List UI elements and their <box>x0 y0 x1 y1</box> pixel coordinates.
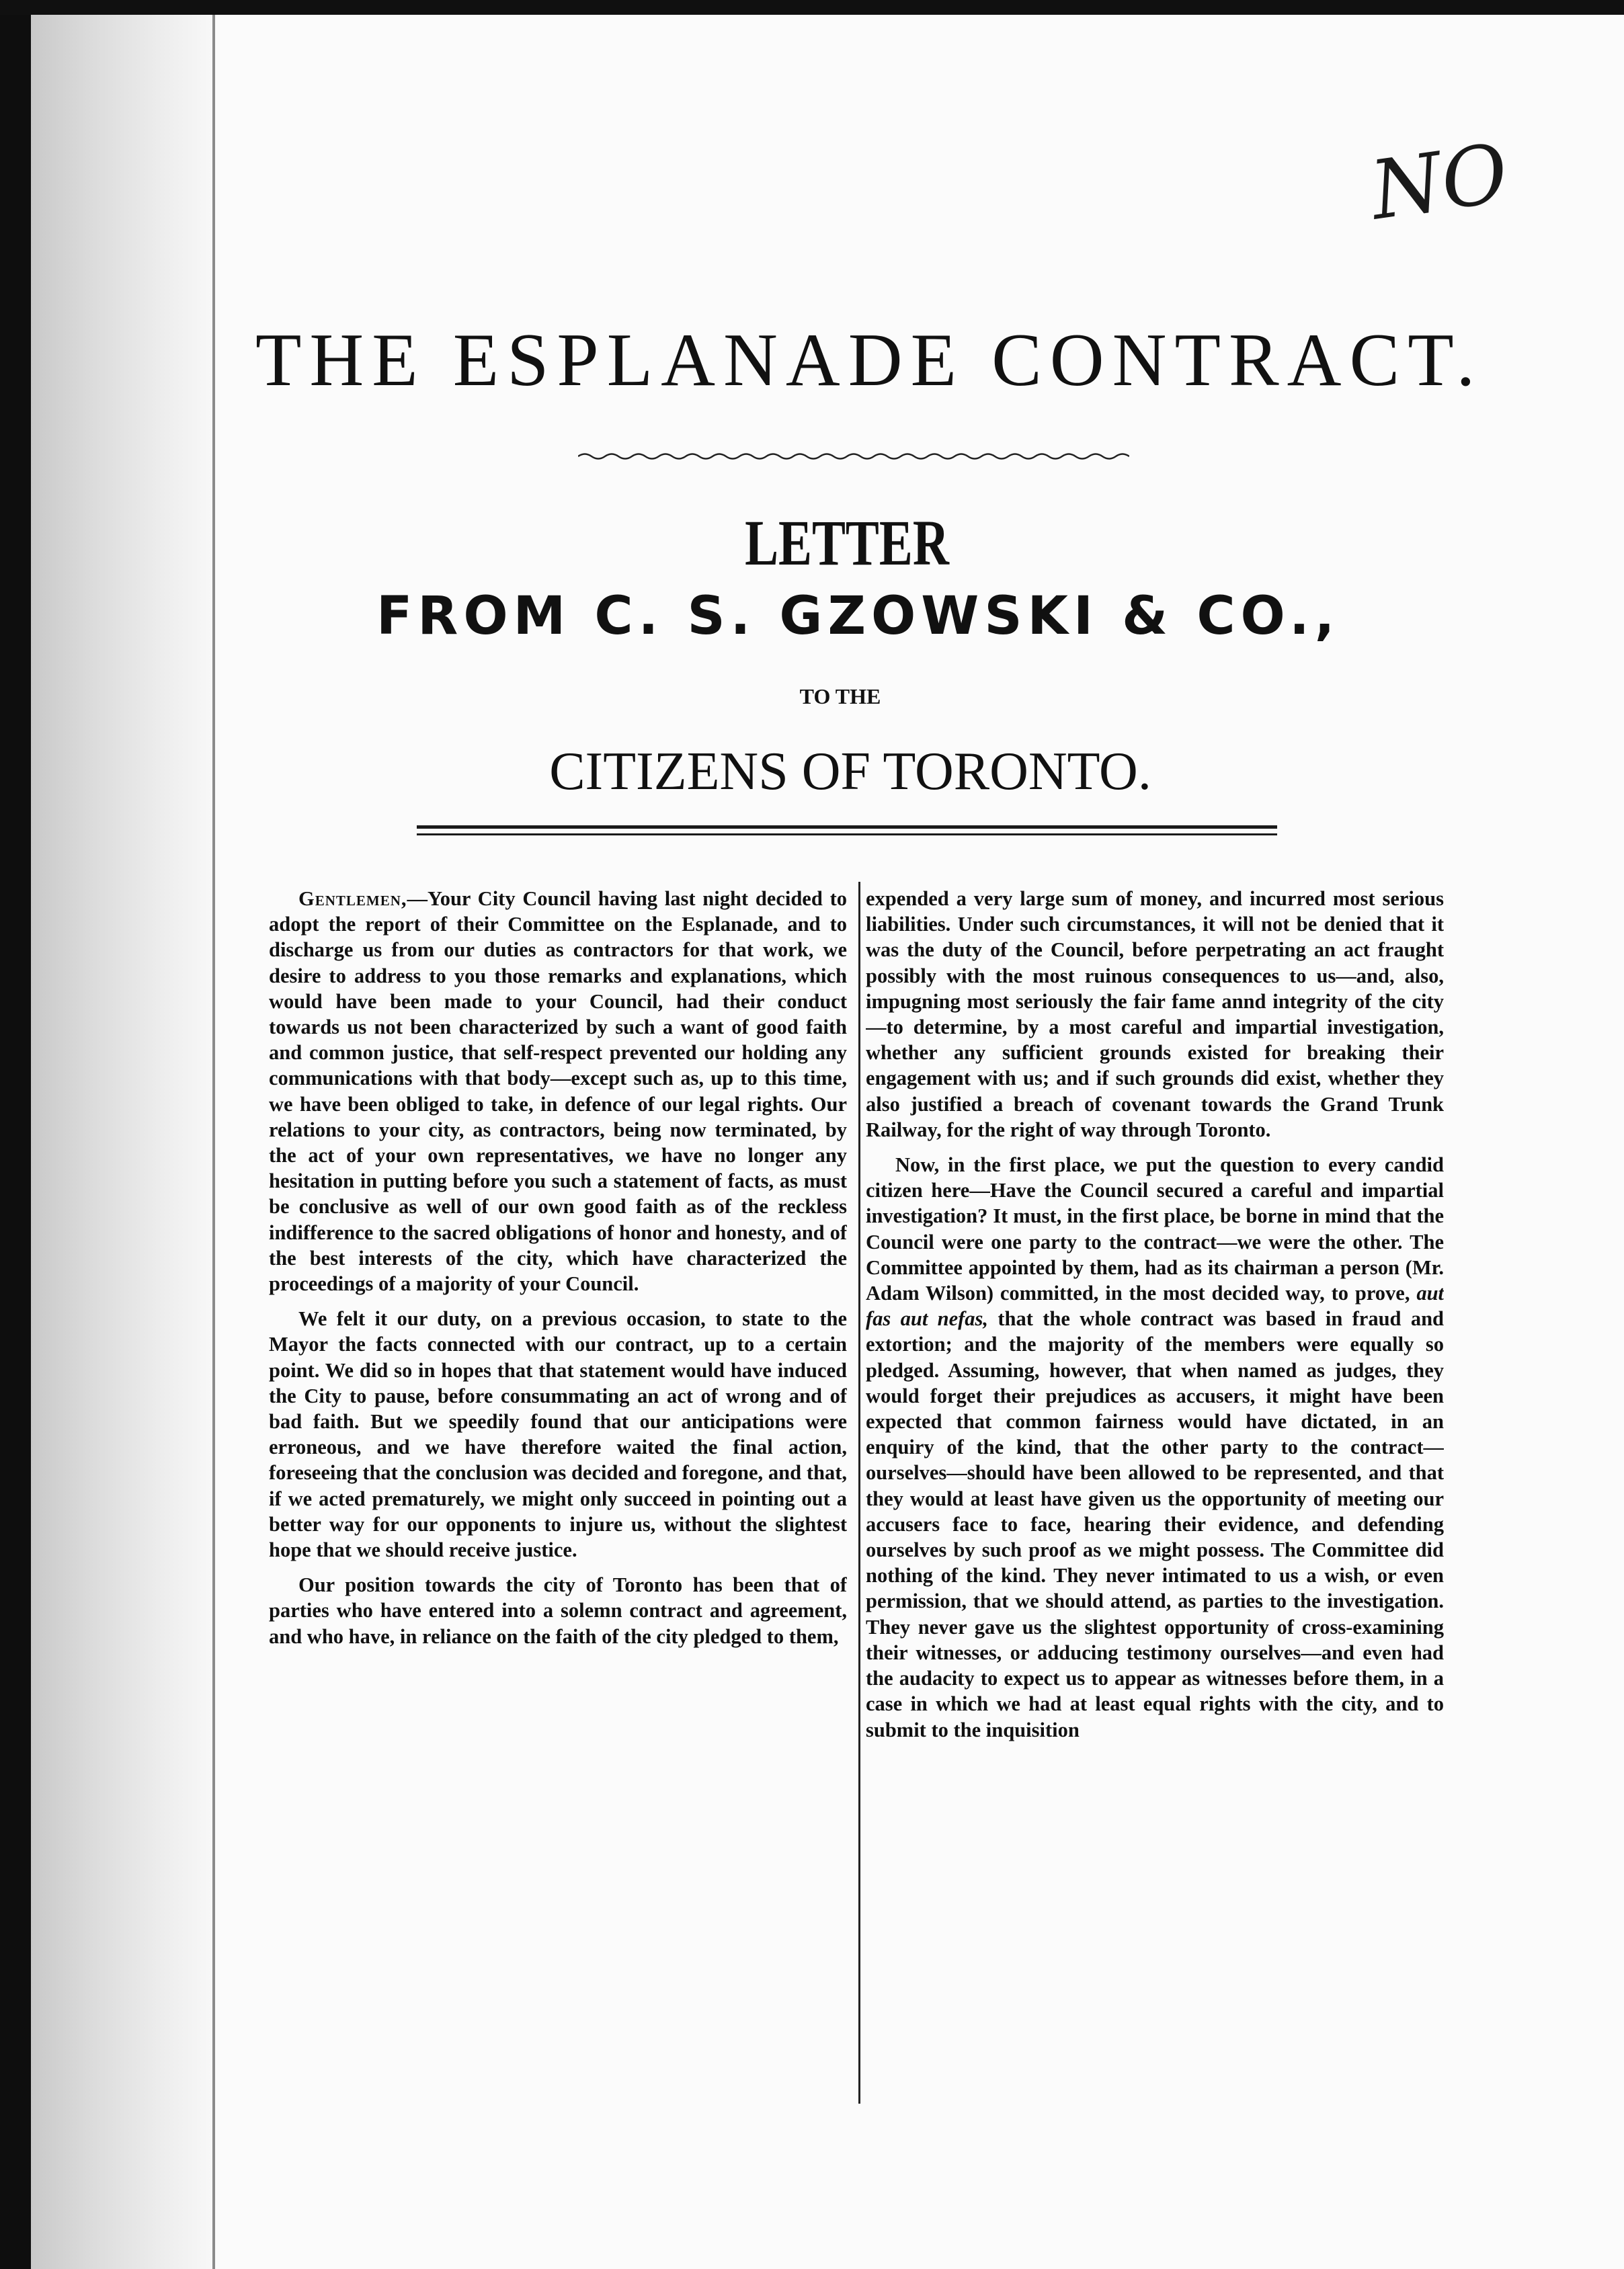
document-title: THE ESPLANADE CONTRACT. <box>255 319 1484 402</box>
salutation: Gentlemen, <box>298 887 407 910</box>
binding-margin <box>31 15 212 2269</box>
scan-frame-left <box>0 0 31 2269</box>
paragraph-text: —Your City Council having last night decided to adopt the report of their Committee on the Esplanade, and to discharge us from our duties as contractors for that work, we desire to address to you those remarks and explanations, which would have been made to your Council, had their conduct towards us not been characterized by such a want of good faith and common justice, that self-respect prevented our holding any communications with that body—except such as, up to this time, we have been obliged to take, in defence of our legal rights. Our relations to your city, as contractors, being now terminated, by the act of your own representatives, we have no longer any hesitation in putting before you such a statement of facts, as must be conclusive as well of our own good faith as of the reckless indifference to the sacred obligations of honor and honesty, and of the best interests of the city, which have characterized the proceedings of a majority of your Council. <box>269 887 847 1296</box>
paragraph <box>269 886 847 1296</box>
paragraph: expended a very large sum of money, and incurred most serious liabilities. Under such circumstances, it will not be denied that it was the duty of the Council, before perpetrating an act fraught possibly with the most ruinous consequences to us—and, also, impugning most seriously the fair fame annd integrity of the city—to determine, by a most careful and impartial investigation, whether any sufficient grounds existed for breaking their engagement with us; and if such grounds did exist, whether they also justified a breach of covenant towards the Grand Trunk Railway, for the right of way through Toronto. <box>866 887 1444 1141</box>
scan-frame-top <box>0 0 1624 15</box>
heading-citizens: CITIZENS OF TORONTO. <box>549 742 1151 801</box>
double-rule <box>417 824 1277 840</box>
paragraph <box>866 1152 1444 1743</box>
column-divider <box>858 882 860 2104</box>
paragraph: We felt it our duty, on a previous occasion, to state to the Mayor the facts connected with our contract, up to a certain point. We did so in hopes that that statement would have induced the City to pause, before consummating an act of wrong and of bad faith. But we speedily found that our anticipations were erroneous, and we have therefore waited the final action, foreseeing that the conclusion was decided and foregone, and that, if we acted prematurely, we might only succeed in pointing out a better way for our opponents to injure us, without the slightest hope that we should receive justice. <box>269 1307 847 1562</box>
paragraph: Our position towards the city of Toronto has been that of parties who have entered into a solemn contract and agreement, and who have, in reliance on the faith of the city pledged to them, <box>269 1573 847 1648</box>
handwritten-note: NO <box>1365 126 1514 239</box>
text-column-left <box>269 886 847 2223</box>
latin-phrase: aut fas aut nefas, <box>866 1282 1444 1331</box>
text-column-right <box>866 886 1444 2223</box>
heading-to-the: TO THE <box>799 684 881 708</box>
paragraph-text: that the whole contract was based in fraud and extortion; and the majority of the members were equally so pledged. Assuming, however, that when named as judges, they would forget their prejudices as accusers, it might have been expected that common fairness would have dictated, in an enquiry of the kind, that the other party to the contract—ourselves—should have been allowed to be represented, and that they would at least have given us the opportunity of meeting our accusers face to face, hearing their evidence, and defending ourselves by such proof as we might possess. The Committee did nothing of the kind. They never intimated to us a wish, or even permission, that we should attend, as parties to the investigation. They never gave us the slightest opportunity of cross-examining their witnesses, or adducing testimony ourselves—and even had the audacity to expect us to appear as witnesses before them, in a case in which we had at least equal rights with the city, and to submit to the inquisition <box>866 1307 1444 1741</box>
paragraph-text: Now, in the first place, we put the question to every candid citizen here—Have the Council secured a careful and impartial investigation? It must, in the first place, be borne in mind that the Council were one party to the contract—we were the other. The Committee appointed by them, had as its chairman a person (Mr. Adam Wilson) committed, in the most decided way, to prove, <box>866 1153 1444 1305</box>
heading-letter: LETTER <box>745 507 949 579</box>
wavy-rule <box>578 452 1129 461</box>
heading-from: FROM C. S. GZOWSKI & CO., <box>376 586 1340 647</box>
